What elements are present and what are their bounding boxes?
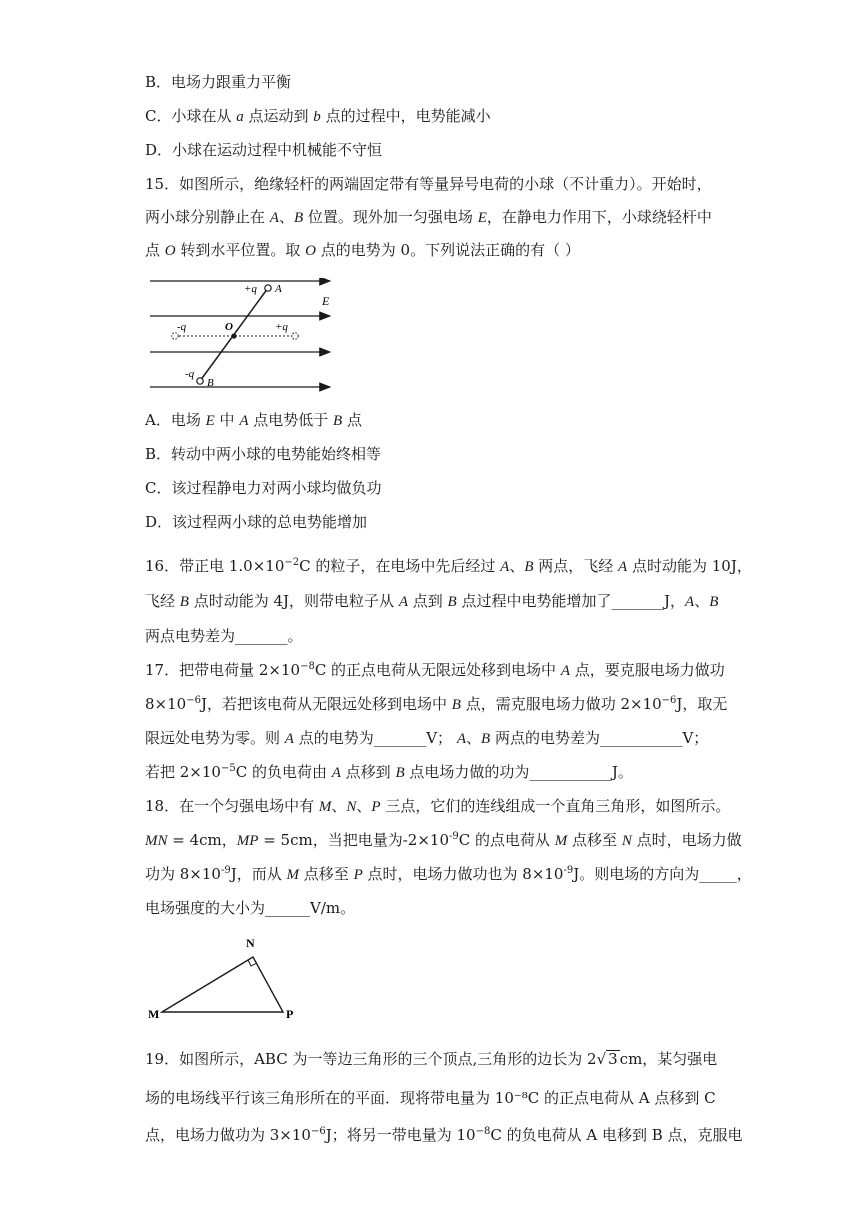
q18-line2: MN = 4cm，MP = 5cm，当把电量为$-2\times 10^{-9}C$ 的点电荷从 M 点移至 N 点时，电场力做 <box>145 831 742 849</box>
pivot-o <box>231 333 236 338</box>
q19-line2: 场的电场线平行该三角形所在的平面．现将带电量为 10⁻⁸C 的正点电荷从 A 点移到 C <box>145 1089 716 1107</box>
q18-line3: 功为 $8\times 10^{-9}J$，而从 M 点移至 P 点时，电场力做功也为 $8\times 10^{-9}J$。则电场的方向为_____， <box>145 865 752 883</box>
label-plus-q-a: +q <box>244 283 257 295</box>
label-plus-q-right: +q <box>275 321 288 333</box>
q17-line4: 若把 $2\times 10^{-5}C$ 的负电荷由 A 点移到 B 点电场力做的功为___________J。 <box>145 763 633 781</box>
label-n: N <box>246 936 255 950</box>
ball-b <box>197 378 203 384</box>
q15-option-c: C．该过程静电力对两小球均做负功 <box>145 479 382 497</box>
q19-line3: 点，电场力做功为 $3\times 10^{-6}J$；将另一带电量为 $10^{-8}C$ 的负电荷从 A 电移到 B 点，克服电 <box>145 1126 743 1144</box>
q16-blank-1[interactable]: _______ <box>611 592 664 610</box>
q16-line2: 飞经 B 点时动能为 4J，则带电粒子从 A 点到 B 点过程中电势能增加了_______J，A、B <box>145 592 719 610</box>
label-e: E <box>322 294 330 308</box>
ball-right-dashed <box>292 333 298 339</box>
q15-option-a: A．电场 E 中 A 点电势低于 B 点 <box>145 411 362 429</box>
q17-line2: $8\times 10^{-6}J$，若把该电荷从无限远处移到电场中 B 点，需克服电场力做功 $2\times 10^{-6}J$，取无 <box>145 695 728 713</box>
q17-line3: 限远处电势为零。则 A 点的电势为_______V； A、B 两点的电势差为___________V； <box>145 729 709 747</box>
q18-line4: 电场强度的大小为______V/m。 <box>145 899 356 917</box>
ball-a <box>265 285 271 291</box>
q15-stem-line1: 15．如图所示，绝缘轻杆的两端固定带有等量异号电荷的小球（不计重力）。开始时， <box>145 175 712 193</box>
q18-right-triangle-figure <box>145 932 305 1022</box>
q15-stem-line3: 点 O 转到水平位置。取 O 点的电势为 0。下列说法正确的有（ ） <box>145 241 580 259</box>
q16-line3: 两点电势差为_______。 <box>145 627 303 645</box>
q14-option-d: D．小球在运动过程中机械能不守恒 <box>145 141 383 159</box>
q15-electric-field-figure <box>145 278 345 396</box>
q15-option-d: D．该过程两小球的总电势能增加 <box>145 513 368 531</box>
q14-option-c: C．小球在从 a 点运动到 b 点的过程中，电势能减小 <box>145 107 491 125</box>
label-p: P <box>286 1007 294 1021</box>
q15-stem-line2: 两小球分别静止在 A、B 位置。现外加一匀强电场 E，在静电力作用下，小球绕轻杆中 <box>145 208 712 226</box>
q14-option-b: B．电场力跟重力平衡 <box>145 73 292 91</box>
label-o: O <box>225 321 233 333</box>
ball-left-dashed <box>172 333 178 339</box>
q17-line1: 17．把带电荷量 $2\times 10^{-8}C$ 的正点电荷从无限远处移到电场中 A 点，要克服电场力做功 <box>145 661 725 679</box>
triangle-mnp <box>162 957 283 1012</box>
label-minus-q-left: -q <box>177 321 187 333</box>
label-b: B <box>207 377 214 389</box>
label-a: A <box>275 283 282 295</box>
q19-line1: 19．如图所示，ABC 为一等边三角形的三个顶点,三角形的边长为 2√ 3 cm，某匀强电 <box>145 1050 718 1068</box>
q18-line1: 18．在一个匀强电场中有 M、N、P 三点，它们的连线组成一个直角三角形，如图所示。 <box>145 797 731 815</box>
q15-option-b: B．转动中两小球的电势能始终相等 <box>145 445 382 463</box>
sqrt-radicand: 3 <box>608 1050 618 1068</box>
label-m: M <box>148 1007 160 1021</box>
q16-line1: 16．带正电 $1.0\times 10^{-2}C$ 的粒子，在电场中先后经过 A、B 两点，飞经 A 点时动能为 10J， <box>145 557 752 575</box>
label-minus-q-b: -q <box>185 368 195 380</box>
